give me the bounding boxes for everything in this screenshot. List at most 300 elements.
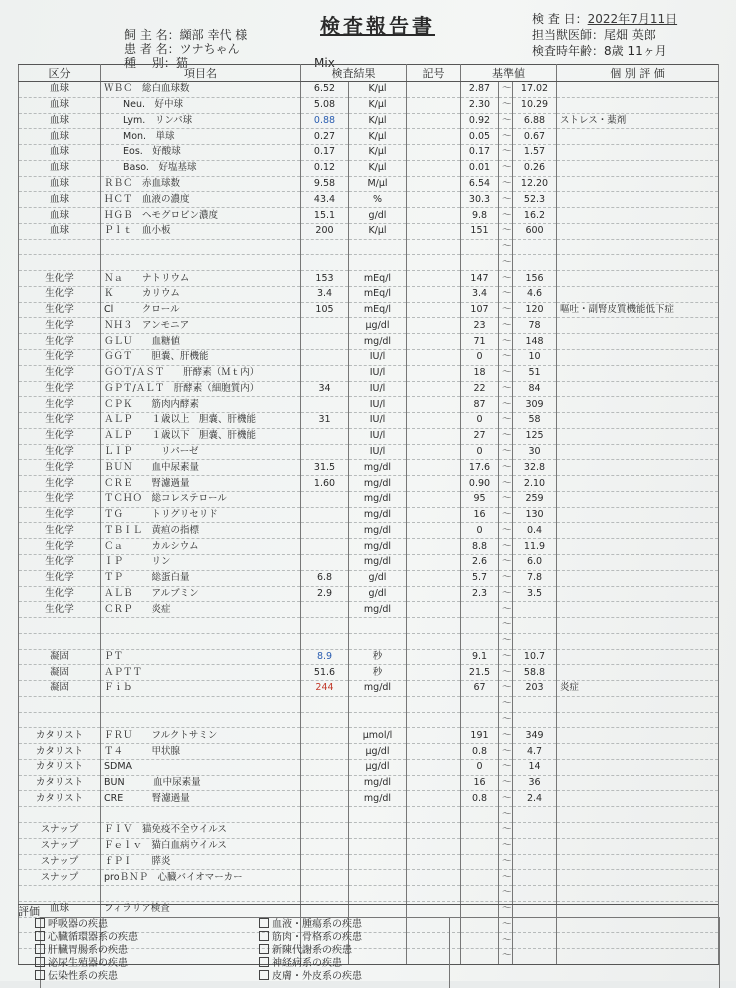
- evaluation-note: 炎症: [557, 681, 719, 697]
- evaluation-note: [557, 160, 719, 176]
- ref-tilde: ～: [499, 886, 513, 902]
- result-unit: g/dl: [349, 586, 407, 602]
- ref-tilde: ～: [499, 160, 513, 176]
- result-value: 9.58: [301, 176, 349, 192]
- result-value: [301, 350, 349, 366]
- ref-high: 58: [513, 413, 557, 429]
- result-unit: [349, 255, 407, 271]
- evaluation-note: [557, 807, 719, 823]
- result-value: [301, 696, 349, 712]
- mark: [407, 696, 461, 712]
- result-unit: [349, 712, 407, 728]
- ref-tilde: ～: [499, 728, 513, 744]
- mark: [407, 192, 461, 208]
- ref-tilde: ～: [499, 491, 513, 507]
- mark: [407, 649, 461, 665]
- result-unit: mg/dl: [349, 681, 407, 697]
- category: 生化学: [19, 428, 101, 444]
- result-unit: %: [349, 192, 407, 208]
- mark: [407, 413, 461, 429]
- evaluation-note: [557, 176, 719, 192]
- item-name: [101, 255, 301, 271]
- table-row: [19, 681, 719, 697]
- ref-high: 120: [513, 302, 557, 318]
- result-unit: IU/l: [349, 365, 407, 381]
- result-unit: mg/dl: [349, 334, 407, 350]
- ref-low: 21.5: [461, 665, 499, 681]
- category: 生化学: [19, 286, 101, 302]
- result-unit: g/dl: [349, 208, 407, 224]
- checkbox-icon[interactable]: [35, 970, 45, 980]
- evaluation-note: [557, 744, 719, 760]
- vet-label: 担当獣医師：: [532, 28, 605, 42]
- ref-low: 0.17: [461, 145, 499, 161]
- category: 生化学: [19, 523, 101, 539]
- ref-tilde: ～: [499, 665, 513, 681]
- item-name: BUN 血中尿素量: [101, 775, 301, 791]
- item-name: ＴＢＩＬ 黄疸の指標: [101, 523, 301, 539]
- ref-low: [461, 807, 499, 823]
- item-name: ＴＣＨＯ 総コレステロール: [101, 491, 301, 507]
- category: 生化学: [19, 460, 101, 476]
- ref-low: 0: [461, 350, 499, 366]
- result-value: [301, 239, 349, 255]
- ref-high: 10.7: [513, 649, 557, 665]
- table-row: [19, 854, 719, 870]
- evaluation-note: [557, 350, 719, 366]
- ref-high: [513, 838, 557, 854]
- mark: [407, 365, 461, 381]
- evaluation-checkbox-item[interactable]: [35, 957, 138, 970]
- item-name: ＮＨ３ アンモニア: [101, 318, 301, 334]
- evaluation-checkbox-item[interactable]: [259, 957, 362, 970]
- table-row: [19, 539, 719, 555]
- ref-high: [513, 886, 557, 902]
- ref-high: [513, 712, 557, 728]
- table-row: [19, 507, 719, 523]
- ref-low: 2.87: [461, 82, 499, 98]
- result-unit: mg/dl: [349, 476, 407, 492]
- category: 生化学: [19, 271, 101, 287]
- evaluation-note: [557, 271, 719, 287]
- result-value: [301, 870, 349, 886]
- mark: [407, 822, 461, 838]
- category: 生化学: [19, 350, 101, 366]
- category: 血球: [19, 145, 101, 161]
- ref-tilde: ～: [499, 476, 513, 492]
- ref-low: 18: [461, 365, 499, 381]
- result-value: [301, 334, 349, 350]
- result-unit: [349, 633, 407, 649]
- date-row: [532, 10, 677, 27]
- ref-low: 27: [461, 428, 499, 444]
- item-name: ＰＴ: [101, 649, 301, 665]
- ref-high: 349: [513, 728, 557, 744]
- ref-tilde: ～: [499, 791, 513, 807]
- category: [19, 807, 101, 823]
- table-row: [19, 129, 719, 145]
- item-name: Mon. 単球: [101, 129, 301, 145]
- item-name: Eos. 好酸球: [101, 145, 301, 161]
- ref-tilde: ～: [499, 381, 513, 397]
- evaluation-note: [557, 428, 719, 444]
- table-row: [19, 428, 719, 444]
- table-row: [19, 744, 719, 760]
- result-value: 51.6: [301, 665, 349, 681]
- evaluation-note: [557, 192, 719, 208]
- category: 凝固: [19, 681, 101, 697]
- checkbox-icon[interactable]: [35, 944, 45, 954]
- mark: [407, 97, 461, 113]
- result-unit: K/μl: [349, 223, 407, 239]
- checkbox-icon[interactable]: [259, 970, 269, 980]
- result-value: 31: [301, 413, 349, 429]
- checkbox-icon[interactable]: [259, 931, 269, 941]
- category: 血球: [19, 176, 101, 192]
- checkbox-icon[interactable]: [259, 944, 269, 954]
- result-value: 6.8: [301, 570, 349, 586]
- table-row: [19, 160, 719, 176]
- result-value: [301, 791, 349, 807]
- result-value: 200: [301, 223, 349, 239]
- result-unit: mg/dl: [349, 460, 407, 476]
- table-row: [19, 350, 719, 366]
- result-unit: [349, 239, 407, 255]
- ref-tilde: ～: [499, 917, 513, 933]
- ref-low: 191: [461, 728, 499, 744]
- table-row: [19, 586, 719, 602]
- result-value: 0.12: [301, 160, 349, 176]
- result-unit: mg/dl: [349, 554, 407, 570]
- checkbox-icon[interactable]: [35, 918, 45, 928]
- table-row: [19, 712, 719, 728]
- table-row: [19, 775, 719, 791]
- ref-low: 0: [461, 444, 499, 460]
- ref-low: 9.1: [461, 649, 499, 665]
- result-value: [301, 444, 349, 460]
- mark: [407, 334, 461, 350]
- category: 血球: [19, 82, 101, 98]
- evaluation-note: [557, 791, 719, 807]
- ref-low: 0.05: [461, 129, 499, 145]
- evaluation-section: [18, 904, 718, 982]
- evaluation-note: [557, 397, 719, 413]
- result-value: [301, 807, 349, 823]
- mark: [407, 286, 461, 302]
- item-name: Ｐｌｔ 血小板: [101, 223, 301, 239]
- table-row: [19, 618, 719, 634]
- evaluation-checkbox-item[interactable]: [259, 970, 362, 983]
- evaluation-note: [557, 854, 719, 870]
- result-value: [301, 728, 349, 744]
- table-row: [19, 113, 719, 129]
- evaluation-box: [40, 917, 720, 988]
- item-name: [101, 886, 301, 902]
- item-name: [101, 239, 301, 255]
- ref-high: [513, 239, 557, 255]
- ref-tilde: ～: [499, 649, 513, 665]
- ref-low: 0.8: [461, 744, 499, 760]
- result-unit: M/μl: [349, 176, 407, 192]
- item-name: ＣＲＰ 炎症: [101, 602, 301, 618]
- category: スナップ: [19, 854, 101, 870]
- result-unit: [349, 822, 407, 838]
- ref-low: [461, 822, 499, 838]
- result-value: [301, 822, 349, 838]
- col-result: 検査結果: [301, 65, 407, 82]
- ref-low: 0.90: [461, 476, 499, 492]
- mark: [407, 886, 461, 902]
- ref-tilde: ～: [499, 712, 513, 728]
- result-unit: μg/dl: [349, 318, 407, 334]
- category: 血球: [19, 160, 101, 176]
- mark: [407, 208, 461, 224]
- ref-high: 51: [513, 365, 557, 381]
- ref-tilde: ～: [499, 82, 513, 98]
- item-name: Cl クロール: [101, 302, 301, 318]
- ref-high: 1.57: [513, 145, 557, 161]
- evaluation-note: [557, 491, 719, 507]
- mark: [407, 712, 461, 728]
- category: 血球: [19, 208, 101, 224]
- mark: [407, 570, 461, 586]
- result-unit: [349, 886, 407, 902]
- category: 生化学: [19, 507, 101, 523]
- table-row: [19, 870, 719, 886]
- results-table: [18, 64, 719, 965]
- mark: [407, 160, 461, 176]
- date-value: 2022年7月11日: [587, 12, 678, 26]
- ref-tilde: ～: [499, 681, 513, 697]
- checkbox-icon[interactable]: [35, 957, 45, 967]
- table-row: [19, 696, 719, 712]
- result-value: 34: [301, 381, 349, 397]
- result-value: 6.52: [301, 82, 349, 98]
- result-unit: K/μl: [349, 82, 407, 98]
- ref-low: 0: [461, 523, 499, 539]
- ref-high: 12.20: [513, 176, 557, 192]
- result-unit: [349, 838, 407, 854]
- evaluation-note: [557, 886, 719, 902]
- table-row: [19, 665, 719, 681]
- result-unit: IU/l: [349, 413, 407, 429]
- result-value: [301, 618, 349, 634]
- category: カタリスト: [19, 744, 101, 760]
- table-row: [19, 255, 719, 271]
- result-unit: IU/l: [349, 397, 407, 413]
- date-label: 検 査 日：: [532, 12, 588, 26]
- result-value: [301, 523, 349, 539]
- table-row: [19, 886, 719, 902]
- result-value: 105: [301, 302, 349, 318]
- evaluation-checkbox-item[interactable]: [35, 970, 138, 983]
- ref-low: [461, 696, 499, 712]
- evaluation-checkbox-item[interactable]: [259, 918, 362, 931]
- result-value: [301, 744, 349, 760]
- ref-high: 6.0: [513, 554, 557, 570]
- checkbox-icon[interactable]: [259, 957, 269, 967]
- category: 生化学: [19, 444, 101, 460]
- table-row: [19, 82, 719, 98]
- ref-low: 2.3: [461, 586, 499, 602]
- item-name: ＢＵＮ 血中尿素量: [101, 460, 301, 476]
- mark: [407, 129, 461, 145]
- ref-low: [461, 712, 499, 728]
- table-row: [19, 286, 719, 302]
- category: 生化学: [19, 381, 101, 397]
- category: 生化学: [19, 365, 101, 381]
- evaluation-note: [557, 602, 719, 618]
- evaluation-note: 嘔吐・副腎皮質機能低下症: [557, 302, 719, 318]
- result-unit: K/μl: [349, 113, 407, 129]
- ref-tilde: ～: [499, 286, 513, 302]
- col-mark: 記号: [407, 65, 461, 82]
- table-row: [19, 192, 719, 208]
- ref-tilde: ～: [499, 854, 513, 870]
- checkbox-icon[interactable]: [35, 931, 45, 941]
- table-row: [19, 365, 719, 381]
- ref-high: 130: [513, 507, 557, 523]
- evaluation-label: 呼吸器の疾患: [48, 919, 108, 930]
- table-row: [19, 381, 719, 397]
- ref-low: 0.01: [461, 160, 499, 176]
- mark: [407, 318, 461, 334]
- evaluation-left-column: [35, 918, 138, 983]
- ref-high: 125: [513, 428, 557, 444]
- breed-mix: Mix: [314, 56, 335, 70]
- mark: [407, 271, 461, 287]
- evaluation-note: [557, 413, 719, 429]
- owner-label: 飼 主 名: [124, 28, 168, 42]
- category: [19, 239, 101, 255]
- ref-tilde: ～: [499, 838, 513, 854]
- ref-high: [513, 602, 557, 618]
- evaluation-checkbox-item[interactable]: [35, 918, 138, 931]
- item-name: ＩＰ リン: [101, 554, 301, 570]
- ref-low: 5.7: [461, 570, 499, 586]
- category: [19, 886, 101, 902]
- result-unit: mg/dl: [349, 602, 407, 618]
- ref-high: 14: [513, 759, 557, 775]
- mark: [407, 681, 461, 697]
- ref-tilde: ～: [499, 350, 513, 366]
- ref-high: 156: [513, 271, 557, 287]
- result-unit: IU/l: [349, 350, 407, 366]
- ref-high: 58.8: [513, 665, 557, 681]
- ref-tilde: ～: [499, 97, 513, 113]
- category: [19, 696, 101, 712]
- owner-value: ：纐部 幸代 様: [167, 28, 248, 42]
- ref-high: 10: [513, 350, 557, 366]
- result-value: 8.9: [301, 649, 349, 665]
- evaluation-note: [557, 633, 719, 649]
- result-value: [301, 775, 349, 791]
- ref-tilde: ～: [499, 949, 513, 965]
- evaluation-note: [557, 523, 719, 539]
- evaluation-note: [557, 554, 719, 570]
- result-unit: mg/dl: [349, 775, 407, 791]
- ref-tilde: ～: [499, 397, 513, 413]
- evaluation-note: [557, 539, 719, 555]
- item-name: ＬＩＰ リパーゼ: [101, 444, 301, 460]
- ref-high: [513, 618, 557, 634]
- evaluation-checkbox-item[interactable]: [259, 931, 362, 944]
- item-name: ＨＧＢ ヘモグロビン濃度: [101, 208, 301, 224]
- evaluation-note: [557, 129, 719, 145]
- ref-low: 0.8: [461, 791, 499, 807]
- ref-low: [461, 618, 499, 634]
- category: 生化学: [19, 539, 101, 555]
- item-name: ＴＧ トリグリセリド: [101, 507, 301, 523]
- result-unit: mg/dl: [349, 791, 407, 807]
- evaluation-note: [557, 208, 719, 224]
- result-value: [301, 633, 349, 649]
- ref-tilde: ～: [499, 318, 513, 334]
- table-row: [19, 822, 719, 838]
- mark: [407, 791, 461, 807]
- ref-low: 22: [461, 381, 499, 397]
- category: 生化学: [19, 397, 101, 413]
- vet-value: 尾畑 英郎: [604, 28, 656, 42]
- result-unit: mg/dl: [349, 507, 407, 523]
- evaluation-note: [557, 145, 719, 161]
- mark: [407, 491, 461, 507]
- evaluation-right-column: [259, 918, 362, 983]
- ref-low: [461, 886, 499, 902]
- item-name: Ｎａ ナトリウム: [101, 271, 301, 287]
- evaluation-checkbox-item[interactable]: [259, 944, 362, 957]
- ref-tilde: ～: [499, 870, 513, 886]
- table-row: [19, 807, 719, 823]
- evaluation-label: 伝染性系の疾患: [48, 971, 118, 982]
- ref-high: [513, 854, 557, 870]
- evaluation-label: 血液・腫瘍系の疾患: [272, 919, 362, 930]
- ref-low: 151: [461, 223, 499, 239]
- evaluation-note: [557, 618, 719, 634]
- ref-tilde: ～: [499, 507, 513, 523]
- item-name: ｆＰＩ 膵炎: [101, 854, 301, 870]
- ref-tilde: ～: [499, 365, 513, 381]
- mark: [407, 602, 461, 618]
- evaluation-note: [557, 822, 719, 838]
- ref-low: [461, 854, 499, 870]
- mark: [407, 223, 461, 239]
- table-row: [19, 176, 719, 192]
- ref-tilde: ～: [499, 744, 513, 760]
- item-name: Ｆｅｌｖ 猫白血病ウイルス: [101, 838, 301, 854]
- category: 生化学: [19, 586, 101, 602]
- ref-tilde: ～: [499, 208, 513, 224]
- evaluation-title: 評価: [18, 905, 40, 918]
- ref-high: [513, 696, 557, 712]
- mark: [407, 255, 461, 271]
- ref-tilde: ～: [499, 602, 513, 618]
- evaluation-checkbox-item[interactable]: [35, 944, 138, 957]
- result-value: 3.4: [301, 286, 349, 302]
- category: 血球: [19, 192, 101, 208]
- ref-high: 2.10: [513, 476, 557, 492]
- ref-tilde: ～: [499, 901, 513, 917]
- ref-high: 0.26: [513, 160, 557, 176]
- checkbox-icon[interactable]: [259, 918, 269, 928]
- item-name: ＧＰＴ/ＡＬＴ 肝酵素（細胞質内）: [101, 381, 301, 397]
- result-unit: K/μl: [349, 160, 407, 176]
- result-unit: mg/dl: [349, 491, 407, 507]
- evaluation-checkbox-item[interactable]: [35, 931, 138, 944]
- evaluation-note: [557, 507, 719, 523]
- result-value: 43.4: [301, 192, 349, 208]
- result-value: [301, 365, 349, 381]
